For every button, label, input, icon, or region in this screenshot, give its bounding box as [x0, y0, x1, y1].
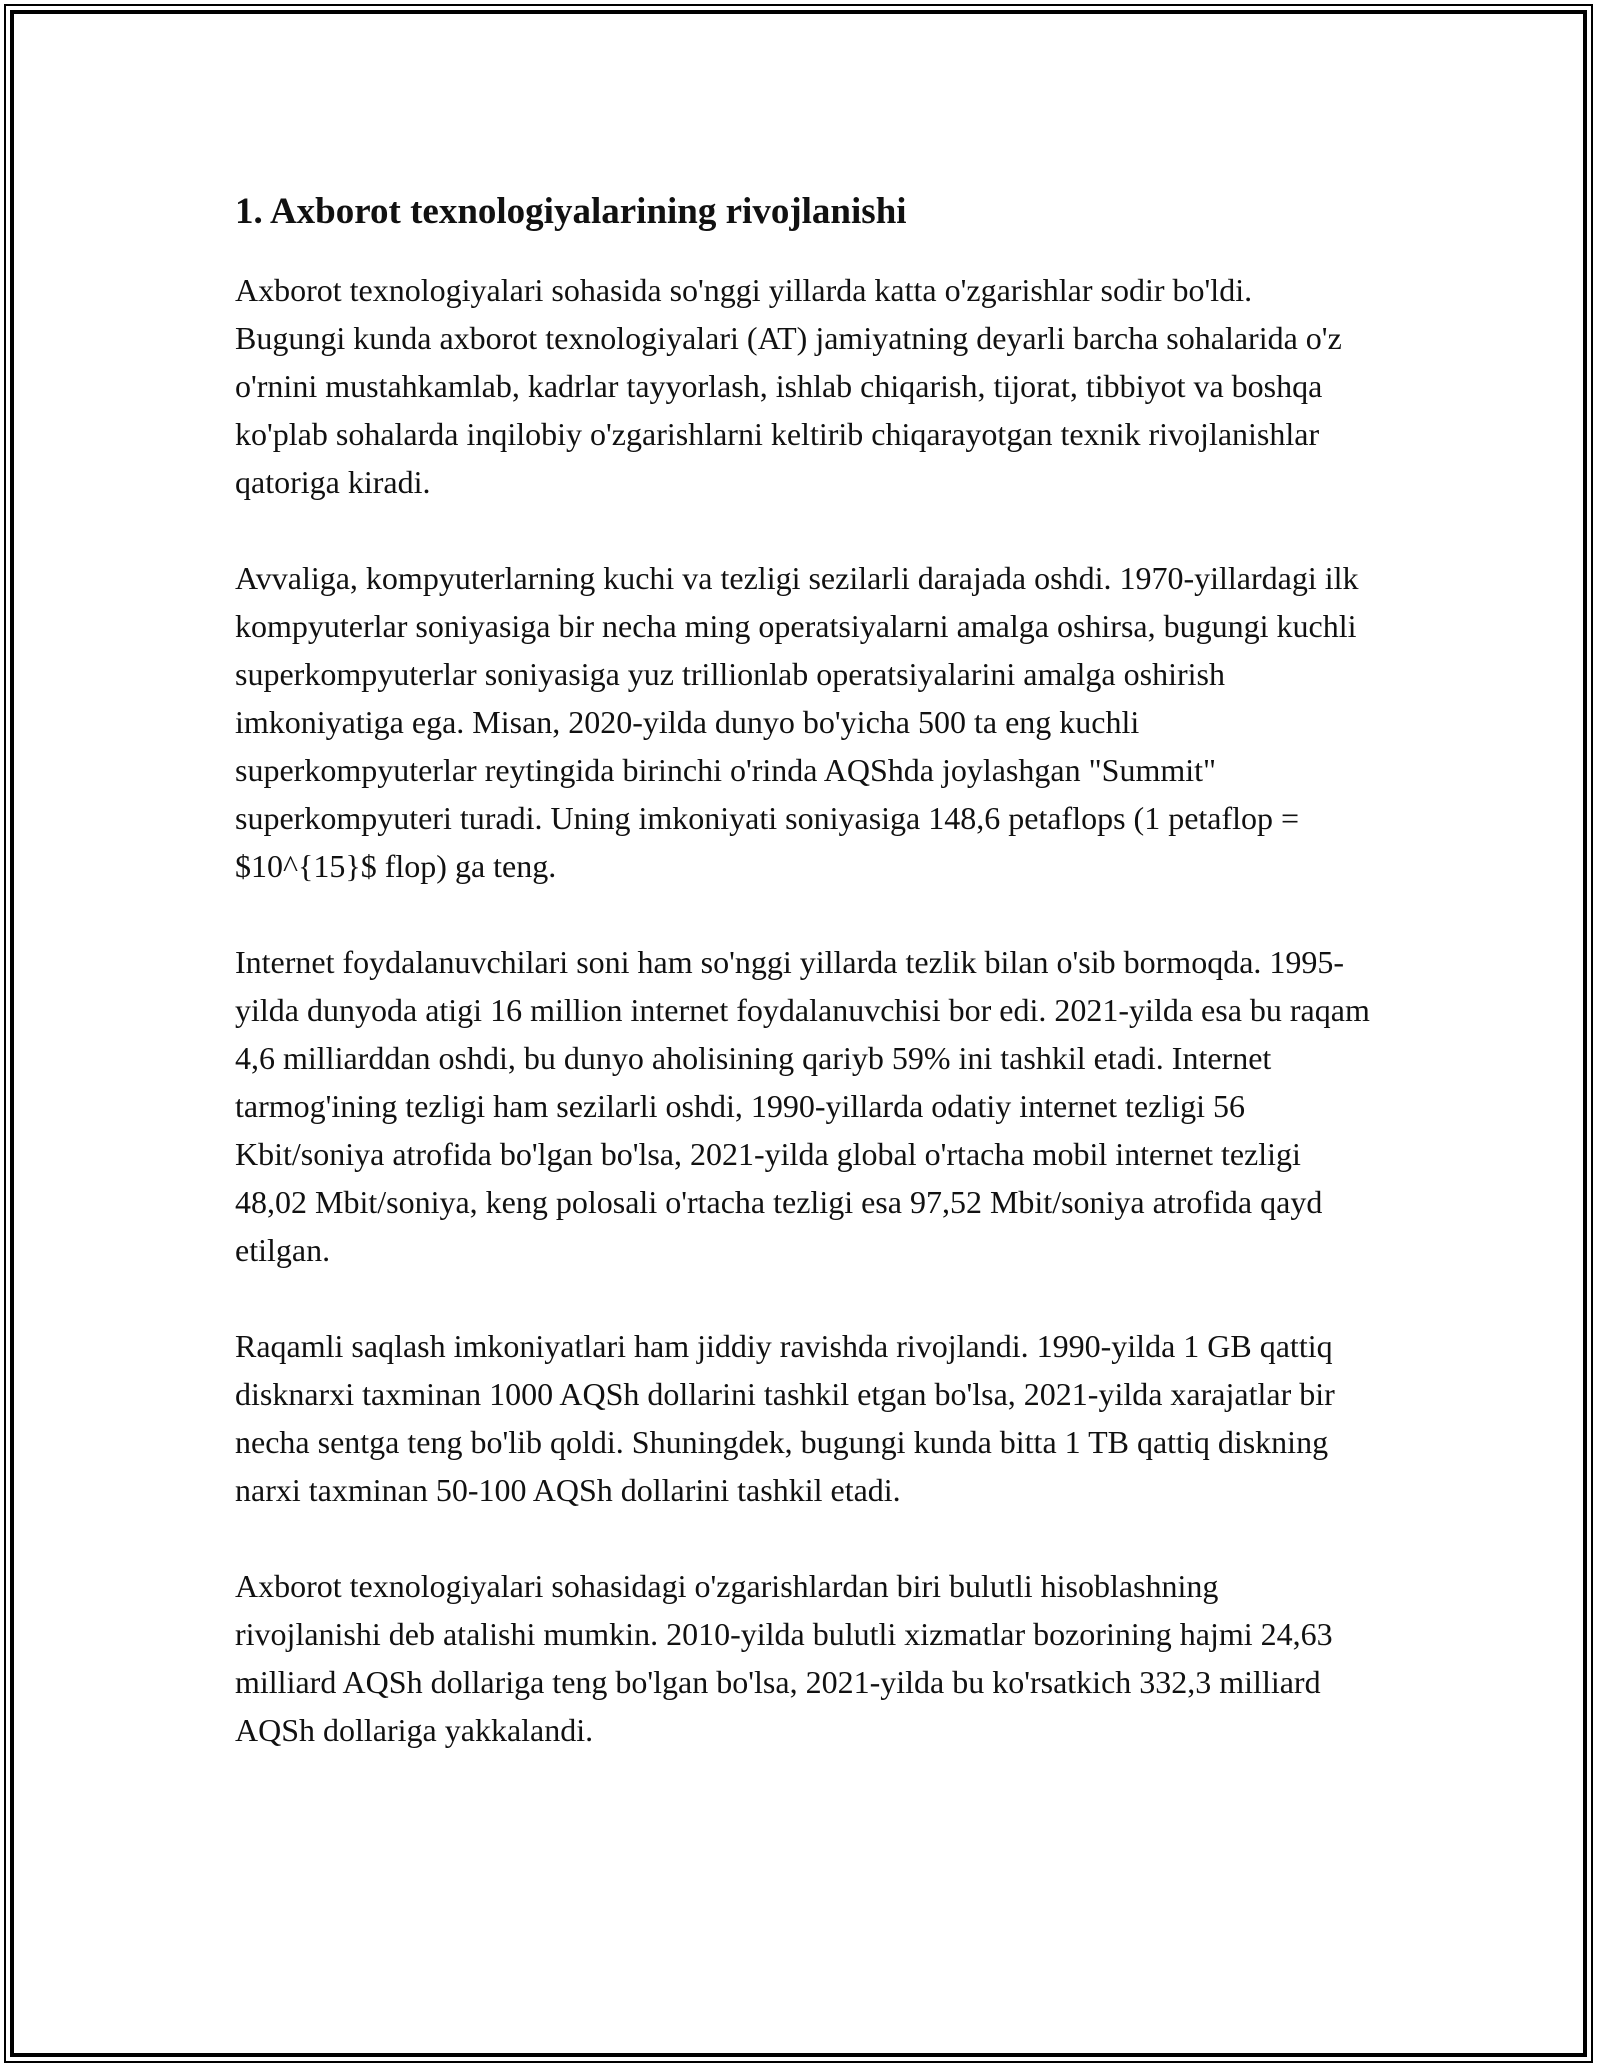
section-heading: 1. Axborot texnologiyalarining rivojlanishi: [235, 191, 907, 232]
document-body: [235, 188, 1370, 1802]
paragraph-4: Raqamli saqlash imkoniyatlari ham jiddiy ravishda rivojlandi. 1990-yilda 1 GB qattiq disknarxi taxminan 1000 AQSh dollarini tashkil etgan bo'lsa, 2021-yilda xarajatlar bir necha sentga teng bo'lib qoldi. Shuningdek, bugungi kunda bitta 1 TB qattiq diskning narxi taxminan 50-100 AQSh dollarini tashkil etadi.: [235, 1328, 1335, 1509]
paragraph-5: Axborot texnologiyalari sohasidagi o'zgarishlardan biri bulutli hisoblashning rivojlanishi deb atalishi mumkin. 2010-yilda bulutli xizmatlar bozorining hajmi 24,63 milliard AQSh dollariga teng bo'lgan bo'lsa, 2021-yilda bu ko'rsatkich 332,3 milliard AQSh dollariga yakkalandi.: [235, 1568, 1333, 1749]
paragraph-2: Avvaliga, kompyuterlarning kuchi va tezligi sezilarli darajada oshdi. 1970-yillardagi ilk kompyuterlar soniyasiga bir necha ming operatsiyalarni amalga oshirsa, bugungi kuchli superkompyuterlar soniyasiga yuz trillionlab operatsiyalarini amalga oshirish imkoniyatiga ega. Misan, 2020-yilda dunyo bo'yicha 500 ta eng kuchli superkompyuterlar reytingida birinchi o'rinda AQShda joylashgan "Summit" superkompyuteri turadi. Uning imkoniyati soniyasiga 148,6 petaflops (1 petaflop = $10^{15}$ flop) ga teng.: [235, 560, 1359, 885]
paragraph-3: Internet foydalanuvchilari soni ham so'nggi yillarda tezlik bilan o'sib bormoqda. 1995-yilda dunyoda atigi 16 million internet foydalanuvchisi bor edi. 2021-yilda esa bu raqam 4,6 milliarddan oshdi, bu dunyo aholisining qariyb 59% ini tashkil etadi. Internet tarmog'ining tezligi ham sezilarli oshdi, 1990-yillarda odatiy internet tezligi 56 Kbit/soniya atrofida bo'lgan bo'lsa, 2021-yilda global o'rtacha mobil internet tezligi 48,02 Mbit/soniya, keng polosali o'rtacha tezligi esa 97,52 Mbit/soniya atrofida qayd etilgan.: [235, 944, 1370, 1269]
paragraph-1: Axborot texnologiyalari sohasida so'nggi yillarda katta o'zgarishlar sodir bo'ldi. Bugungi kunda axborot texnologiyalari (AT) jamiyatning deyarli barcha sohalarida o'z o'rnini mustahkamlab, kadrlar tayyorlash, ishlab chiqarish, tijorat, tibbiyot va boshqa ko'plab sohalarda inqilobiy o'zgarishlarni keltirib chiqarayotgan texnik rivojlanishlar qatoriga kiradi.: [235, 272, 1342, 501]
